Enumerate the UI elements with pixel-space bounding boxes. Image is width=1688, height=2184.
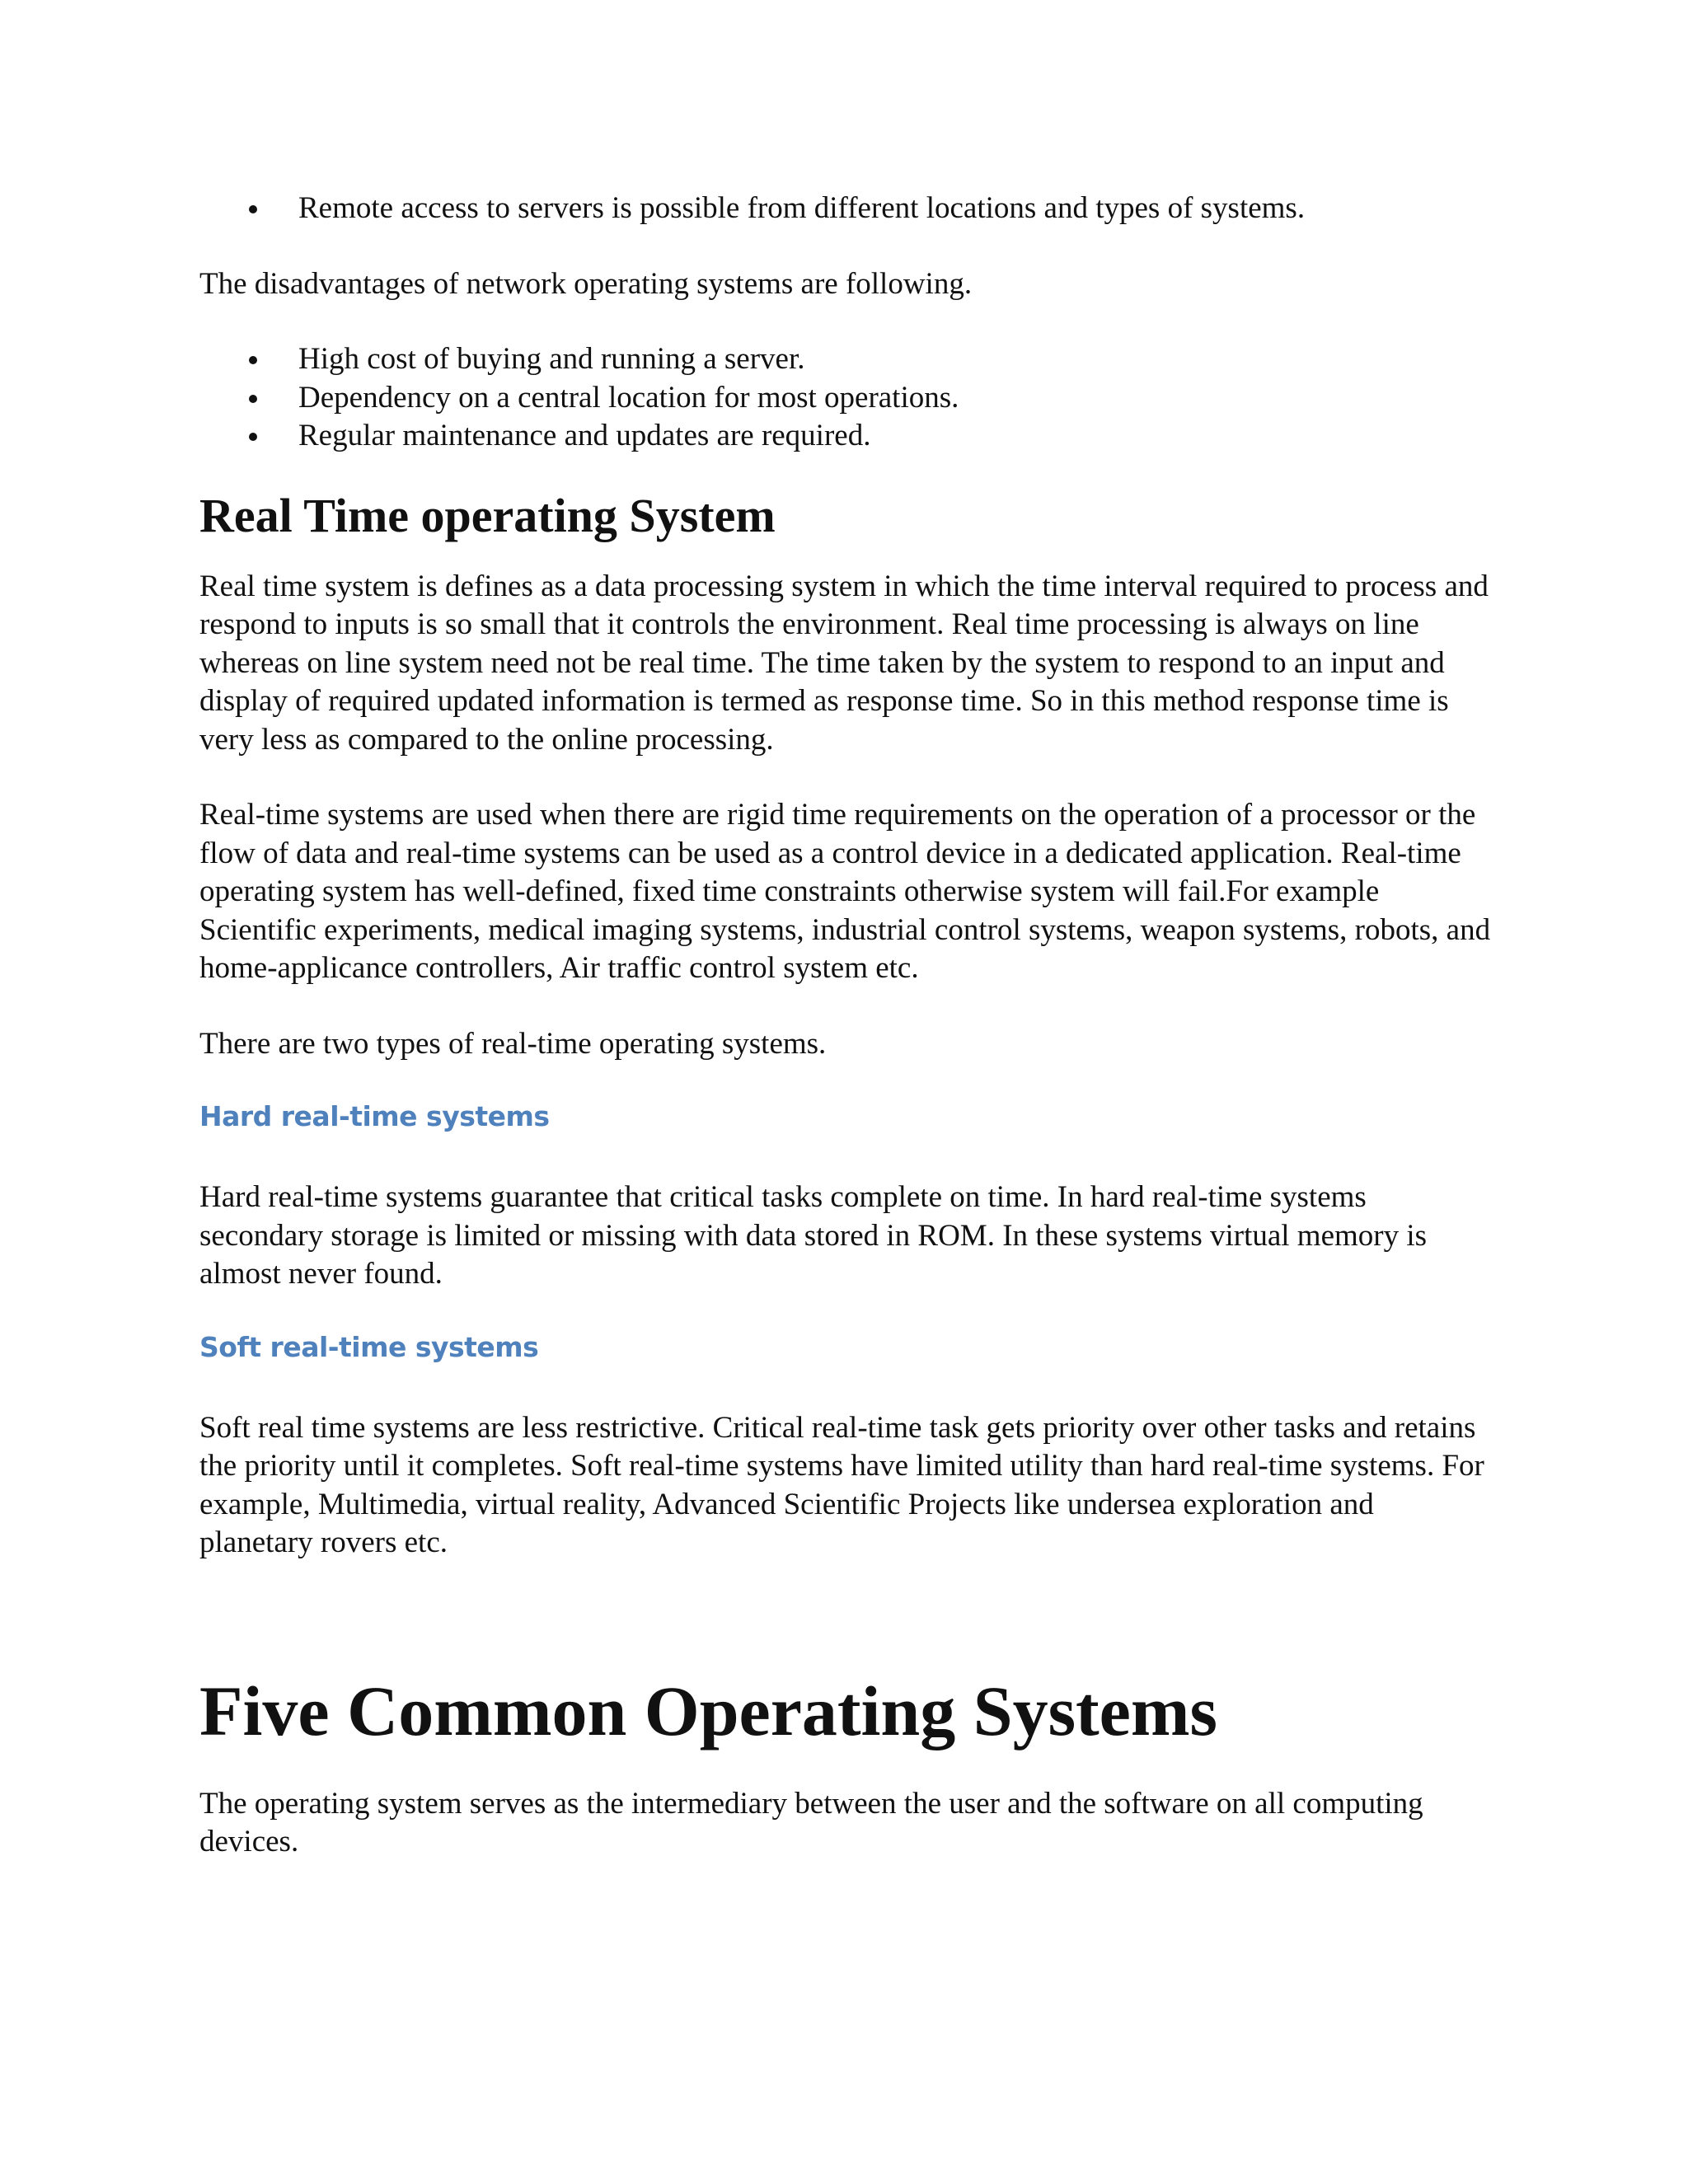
list-item (199, 340, 1493, 379)
list-item-text: Dependency on a central location for most operations. (298, 380, 959, 415)
soft-realtime-paragraph: Soft real time systems are less restrictive. Critical real-time task gets priority over other tasks and retains the priority until it completes. Soft real-time systems have limited utility than hard real-time systems. For example, Multimedia, virtual reality, Advanced Scientific Projects like undersea exploration and planetary rovers etc. (199, 1410, 1484, 1559)
list-item-text: Remote access to servers is possible from different locations and types of systems. (298, 191, 1306, 225)
bullet-icon (249, 205, 257, 213)
rtos-paragraph-1: Real time system is defines as a data processing system in which the time interval required to process and respond to inputs is so small that it controls the environment. Real time processing is always on line whereas on line system need not be real time. The time taken by the system to respond to an input and display of required updated information is termed as response time. So in this method response time is very less as compared to the online processing. (199, 569, 1489, 757)
list-item (199, 190, 1493, 228)
rtos-heading: Real Time operating System (199, 488, 776, 542)
disadvantages-intro: The disadvantages of network operating systems are following. (199, 266, 973, 301)
five-os-heading: Five Common Operating Systems (199, 1671, 1217, 1750)
list-item-text: High cost of buying and running a server. (298, 342, 805, 376)
list-item (199, 379, 1493, 418)
bullet-icon (249, 356, 257, 364)
advantages-list (199, 190, 1493, 228)
soft-realtime-heading: Soft real-time systems (199, 1330, 539, 1363)
rtos-types-intro: There are two types of real-time operating systems. (199, 1026, 827, 1061)
bullet-icon (249, 395, 257, 403)
hard-realtime-heading: Hard real-time systems (199, 1100, 550, 1132)
list-item-text: Regular maintenance and updates are required. (298, 419, 871, 452)
document-page (199, 190, 1493, 1862)
list-item (199, 417, 1493, 456)
five-os-paragraph: The operating system serves as the intermediary between the user and the software on all computing devices. (199, 1786, 1423, 1858)
rtos-paragraph-2: Real-time systems are used when there are rigid time requirements on the operation of a processor or the flow of data and real-time systems can be used as a control device in a dedicated application. Real-time operating system has well-defined, fixed time constraints otherwise system will fail.For example Scientific experiments, medical imaging systems, industrial control systems, weapon systems, robots, and home-applicance controllers, Air traffic control system etc. (199, 798, 1491, 985)
bullet-icon (249, 433, 257, 441)
disadvantages-list (199, 340, 1493, 456)
hard-realtime-paragraph: Hard real-time systems guarantee that critical tasks complete on time. In hard real-time systems secondary storage is limited or missing with data stored in ROM. In these systems virtual memory is almost never found. (199, 1180, 1428, 1291)
